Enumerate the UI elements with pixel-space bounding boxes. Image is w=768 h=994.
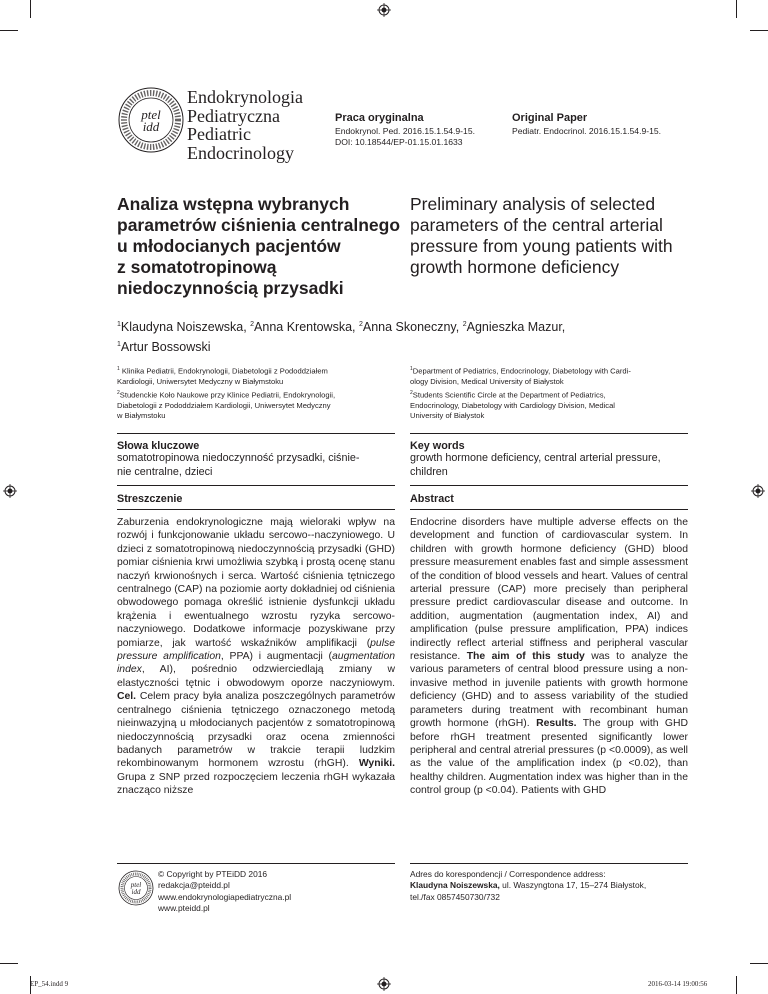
svg-text:idd: idd bbox=[131, 888, 141, 896]
divider bbox=[410, 863, 688, 864]
affiliations-en: $^1$Department of Pediatrics, Endocrinology, Diabetology with Cardi- ology Division, Medical University of Białystok $^2$Students Scientific Circle at the Department of Pediatrics, Endocrinology, Diabetology with Cardiology Division, Medical University of Białystok bbox=[410, 366, 631, 421]
paper-type-en: Original Paper bbox=[512, 112, 588, 124]
crop-mark bbox=[750, 30, 768, 31]
journal-name-pl: Endokrynologia Pediatryczna bbox=[187, 87, 303, 126]
registration-mark-icon bbox=[3, 484, 17, 498]
svg-text:ptel: ptel bbox=[141, 107, 161, 122]
svg-text:ptel: ptel bbox=[130, 881, 142, 889]
citation-en: Pediatr. Endocrinol. 2016.15.1.54.9-15. bbox=[512, 126, 662, 136]
svg-text:idd: idd bbox=[142, 119, 160, 134]
divider bbox=[117, 863, 395, 864]
divider bbox=[410, 485, 688, 486]
crop-mark bbox=[750, 963, 768, 964]
registration-mark-icon bbox=[377, 3, 391, 17]
paper-type-pl: Praca oryginalna bbox=[335, 112, 424, 124]
divider bbox=[117, 509, 395, 510]
authors: $^1$Klaudyna Noiszewska, $^2$Anna Krentowska, $^2$Anna Skoneczny, $^2$Agnieszka Mazur, $^1$Artur Bossowski bbox=[117, 320, 566, 355]
citation-pl: Endokrynol. Ped. 2016.15.1.54.9-15. DOI: 10.18544/EP-01.15.01.1633 bbox=[335, 126, 475, 147]
journal-seal-logo bbox=[117, 86, 185, 154]
crop-mark bbox=[0, 963, 18, 964]
title-pl: Analiza wstępna wybranych parametrów ciśnienia centralnego u młodocianych pacjentów z somatotropinową niedoczynnością przysadki bbox=[117, 194, 401, 298]
registration-mark-icon bbox=[377, 977, 391, 991]
keywords-pl: Słowa kluczowe somatotropinowa niedoczynność przysadki, ciśnie- nie centralne, dzieci bbox=[117, 440, 360, 478]
footer-seal-logo bbox=[118, 870, 154, 906]
crop-mark bbox=[736, 0, 737, 18]
footer-copyright: © Copyright by PTEiDD 2016 redakcja@pteidd.pl www.endokrynologiapediatryczna.pl www.pteidd.pl bbox=[158, 869, 292, 913]
divider bbox=[117, 485, 395, 486]
divider bbox=[117, 433, 395, 434]
slug-timestamp: 2016-03-14 19:00:56 bbox=[648, 980, 708, 988]
journal-name-en: Pediatric Endocrinology bbox=[187, 124, 294, 163]
abstract-heading-pl: Streszczenie bbox=[117, 493, 183, 505]
registration-mark-icon bbox=[751, 484, 765, 498]
keywords-en: Key words growth hormone deficiency, central arterial pressure, children bbox=[410, 440, 661, 478]
abstract-heading-en: Abstract bbox=[410, 493, 454, 505]
divider bbox=[410, 509, 688, 510]
abstract-text-en: Endocrine disorders have multiple adverse effects on the development and function of cardiovascular system. In children with growth hormone deficiency (GHD) blood pressure measurement enables fast and simple assessment of the condition of blood vessels and heart. Values of central arterial pressure (CAP) more precisely than peripheral pressure predict cardiovascular disease and outcome. In addition, augmentation (augmentation index, AI) and amplification (pulse pressure amplification, PPA) indices indirectly reflect arterial stiffness and peripheral vascular resistance. The aim of this study was to analyze the various parameters of central blood pressure using a non-invasive method in juvenile patients with growth hormone deficiency (GHD) and to assess variability of the studied parameters during treatment with recombinant human growth hormone (rhGH). Results. The group with GHD before rhGH treatment presented significantly lower peripheral and central atrerial pressures (p <0.0009), as well as the value of the amplification index (p <0.02), than healthy children. Augmentation index was higher than in the control group (p <0.04). Patients with GHD bbox=[410, 517, 688, 797]
divider bbox=[410, 433, 688, 434]
crop-mark bbox=[30, 0, 31, 18]
crop-mark bbox=[736, 976, 737, 994]
slug-filename: EP_54.indd 9 bbox=[30, 980, 69, 988]
correspondence-address: Adres do korespondencji / Correspondence address: Klaudyna Noiszewska, ul. Waszyngtona 17, 15–274 Białystok, tel./fax 0857450730/732 bbox=[410, 869, 647, 902]
abstract-text-pl: Zaburzenia endokrynologiczne mają wieloraki wpływ na rozwój i funkcjonowanie układu sercowo--naczyniowego. U dzieci z somatotropinową niedoczynnością przysadki (GHD) pomiar ciśnienia krwi umożliwia szybką i prostą ocenę stanu naczyń krwionośnych i serca. Wartość ciśnienia tętniczego centralnego (CAP) na poziomie aorty dokładniej od ciśnienia obwodowego pomaga określić istnienie dysfunkcji układu krążenia i ewentualnego wzrostu ryzyka sercowo-naczyniowego. Dodatkowe informacje pozyskiwane przy pomiarze, jak wartość wskaźników amplifikacji (pulse pressure amplification, PPA) i augmentacji (augmentation index, AI), pośrednio odzwierciedlają zmiany w elastyczności tętnic i obwodowym oporze naczyniowym. Cel. Celem pracy była analiza poszczególnych parametrów centralnego ciśnienia tętniczego oznaczonego metodą nieinwazyjną u młodocianych pacjentów z somatotropinową niedoczynnością przysadki oraz ocena zmienności badanych parametrów w trakcie terapii ludzkim rekombinowanym hormonem wzrostu (rhGH). Wyniki. Grupa z SNP przed rozpoczęciem leczenia rhGH wykazała znacząco niższe bbox=[117, 517, 395, 797]
title-en: Preliminary analysis of selected parameters of the central arterial pressure from young patients with growth hormone deficiency bbox=[410, 194, 673, 277]
affiliations-pl: $^1$ Klinika Pediatrii, Endokrynologii, Diabetologii z Pododdziałem Kardiologii, Uniwersytet Medyczny w Białymstoku $^2$Studenckie Koło Naukowe przy Klinice Pediatrii, Endokrynologii, Diabetologii z Pododdziałem Kardiologii, Uniwersytet Medyczny w Białymstoku bbox=[117, 366, 336, 421]
crop-mark bbox=[0, 30, 18, 31]
